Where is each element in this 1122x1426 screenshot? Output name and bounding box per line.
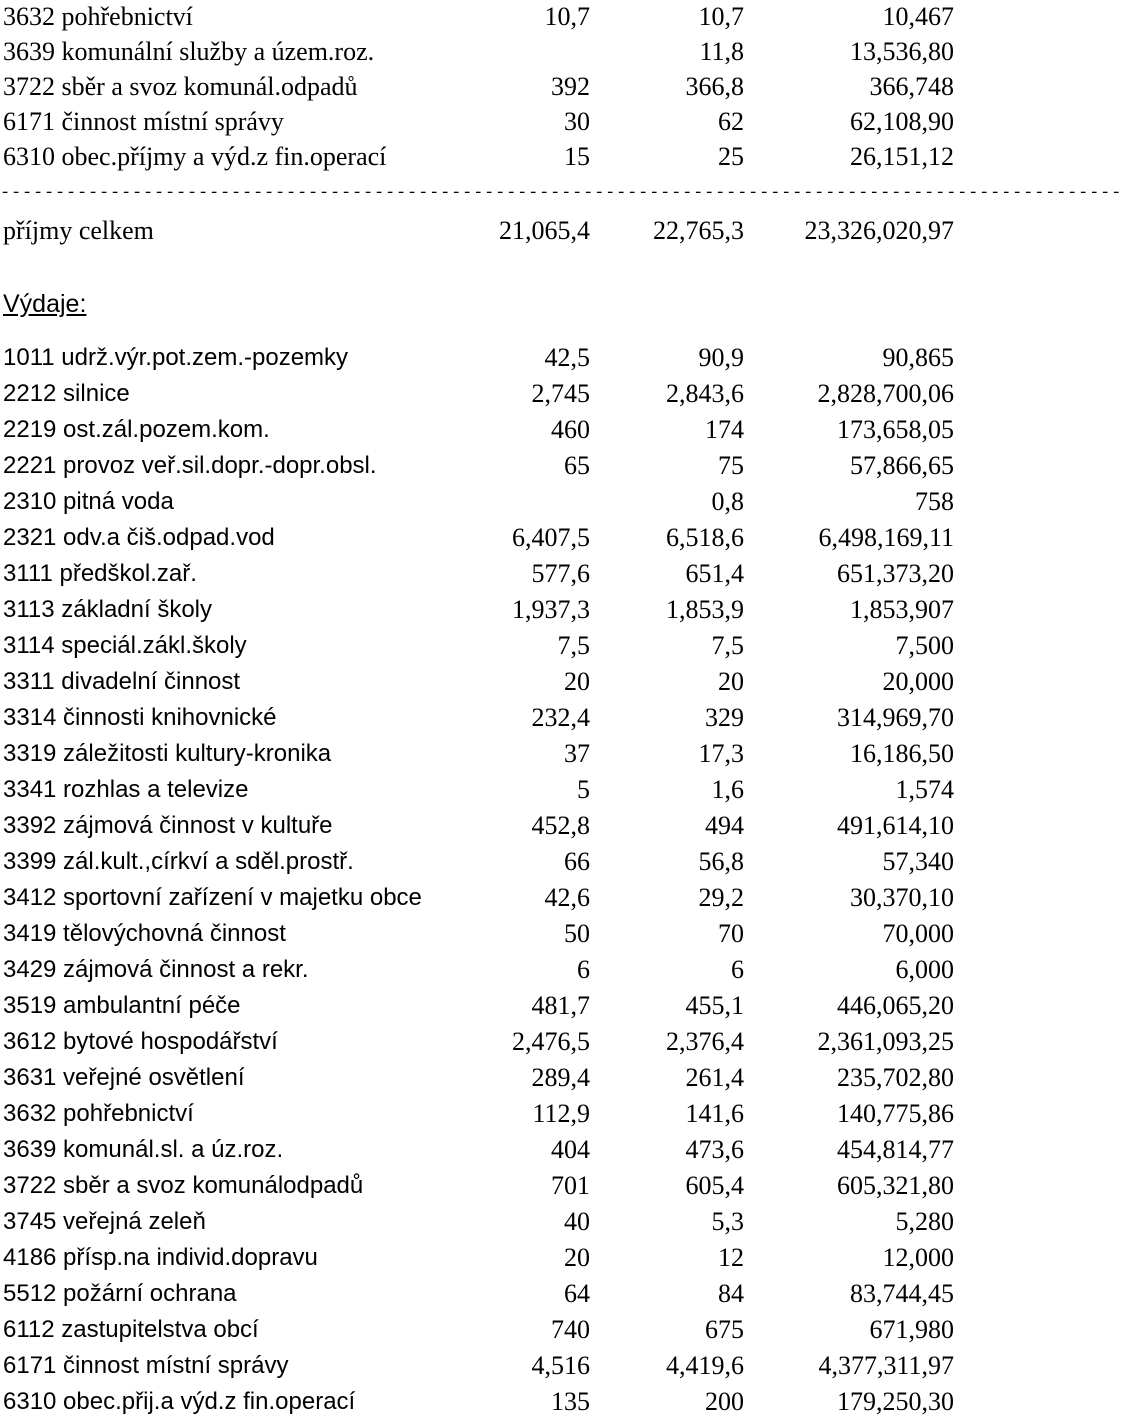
row-value-3: 12,000 bbox=[882, 1243, 954, 1272]
row-value-2: 5,3 bbox=[711, 1207, 744, 1236]
income-total-row bbox=[0, 214, 960, 248]
row-label: 3412 sportovní zařízení v majetku obce bbox=[3, 884, 422, 911]
row-value-2: 11,8 bbox=[699, 37, 744, 66]
row-label: 2219 ost.zál.pozem.kom. bbox=[3, 416, 270, 443]
row-value-1: 481,7 bbox=[531, 991, 590, 1020]
row-value-1: 392 bbox=[551, 72, 590, 101]
row-label: 2310 pitná voda bbox=[3, 488, 174, 515]
row-value-1: 4,516 bbox=[531, 1351, 590, 1380]
table-row bbox=[0, 413, 960, 447]
row-value-3: 30,370,10 bbox=[850, 883, 954, 912]
row-value-1: 6,407,5 bbox=[512, 523, 590, 552]
row-value-2: 141,6 bbox=[685, 1099, 744, 1128]
table-row bbox=[0, 521, 960, 555]
table-row bbox=[0, 593, 960, 627]
row-value-2: 12 bbox=[718, 1243, 744, 1272]
row-label: 3111 předškol.zař. bbox=[3, 560, 197, 587]
row-value-3: 140,775,86 bbox=[837, 1099, 954, 1128]
row-value-2: 200 bbox=[705, 1387, 744, 1416]
row-value-1: 50 bbox=[564, 919, 590, 948]
row-value-3: 314,969,70 bbox=[837, 703, 954, 732]
row-value-1: 64 bbox=[564, 1279, 590, 1308]
row-value-2: 366,8 bbox=[685, 72, 744, 101]
table-row bbox=[0, 1241, 960, 1275]
row-value-3: 179,250,30 bbox=[837, 1387, 954, 1416]
row-label: 3722 sběr a svoz komunál.odpadů bbox=[3, 72, 358, 101]
row-value-3: 1,853,907 bbox=[850, 595, 954, 624]
row-value-1: 7,5 bbox=[557, 631, 590, 660]
row-value-2: 70 bbox=[718, 919, 744, 948]
row-value-2: 6 bbox=[731, 955, 744, 984]
row-value-3: 57,866,65 bbox=[850, 451, 954, 480]
row-value-3: 671,980 bbox=[869, 1315, 954, 1344]
row-value-1: 20 bbox=[564, 1243, 590, 1272]
row-value-3: 2,361,093,25 bbox=[817, 1027, 954, 1056]
row-value-1: 452,8 bbox=[531, 811, 590, 840]
row-label: 3114 speciál.zákl.školy bbox=[3, 632, 247, 659]
row-value-3: 83,744,45 bbox=[850, 1279, 954, 1308]
row-value-1: 289,4 bbox=[531, 1063, 590, 1092]
row-label: 3392 zájmová činnost v kultuře bbox=[3, 812, 333, 839]
row-value-3: 57,340 bbox=[882, 847, 954, 876]
row-value-1: 20 bbox=[564, 667, 590, 696]
row-value-2: 675 bbox=[705, 1315, 744, 1344]
row-value-2: 494 bbox=[705, 811, 744, 840]
table-row bbox=[0, 881, 960, 915]
row-value-1: 65 bbox=[564, 451, 590, 480]
row-label: 3639 komunál.sl. a úz.roz. bbox=[3, 1136, 284, 1163]
row-value-3: 26,151,12 bbox=[850, 142, 954, 171]
row-value-1: 701 bbox=[551, 1171, 590, 1200]
table-row bbox=[0, 1277, 960, 1311]
row-value-3: 62,108,90 bbox=[850, 107, 954, 136]
row-label: 1011 udrž.výr.pot.zem.-pozemky bbox=[3, 344, 349, 371]
row-value-1: 112,9 bbox=[532, 1099, 590, 1128]
row-label: 3319 záležitosti kultury-kronika bbox=[3, 740, 332, 767]
table-row bbox=[0, 737, 960, 771]
row-value-2: 0,8 bbox=[711, 487, 744, 516]
row-value-2: 455,1 bbox=[685, 991, 744, 1020]
row-value-3: 6,000 bbox=[895, 955, 954, 984]
dashed-divider: ------------------------------------------------------------------------------------------------------ bbox=[0, 184, 1122, 203]
row-label: 2221 provoz veř.sil.dopr.-dopr.obsl. bbox=[3, 452, 377, 479]
row-value-3: 173,658,05 bbox=[837, 415, 954, 444]
row-value-2: 56,8 bbox=[698, 847, 744, 876]
row-label: 3419 tělovýchovná činnost bbox=[3, 920, 286, 947]
table-row bbox=[0, 1385, 960, 1419]
row-value-2: 651,4 bbox=[685, 559, 744, 588]
row-value-1: 37 bbox=[564, 739, 590, 768]
row-value-2: 29,2 bbox=[698, 883, 744, 912]
row-label: 6310 obec.přij.a výd.z fin.operací bbox=[3, 1388, 356, 1415]
row-label: 3113 základní školy bbox=[3, 596, 213, 623]
row-value-3: 366,748 bbox=[869, 72, 954, 101]
row-value-2: 6,518,6 bbox=[666, 523, 744, 552]
row-value-2: 7,5 bbox=[711, 631, 744, 660]
table-row bbox=[0, 1349, 960, 1383]
row-label: 3399 zál.kult.,církví a sděl.prostř. bbox=[3, 848, 354, 875]
row-value-1: 2,745 bbox=[531, 379, 590, 408]
row-value-3: 235,702,80 bbox=[837, 1063, 954, 1092]
row-value-1: 135 bbox=[551, 1387, 590, 1416]
row-label: 3519 ambulantní péče bbox=[3, 992, 241, 1019]
row-label: 3429 zájmová činnost a rekr. bbox=[3, 956, 309, 983]
row-value-2: 2,843,6 bbox=[666, 379, 744, 408]
row-value-1: 740 bbox=[551, 1315, 590, 1344]
row-value-3: 605,321,80 bbox=[837, 1171, 954, 1200]
total-label: příjmy celkem bbox=[3, 216, 154, 245]
row-value-1: 40 bbox=[564, 1207, 590, 1236]
row-value-2: 25 bbox=[718, 142, 744, 171]
row-label: 6112 zastupitelstva obcí bbox=[3, 1316, 259, 1343]
row-label: 3311 divadelní činnost bbox=[3, 668, 241, 695]
row-value-3: 454,814,77 bbox=[837, 1135, 954, 1164]
row-value-2: 90,9 bbox=[698, 343, 744, 372]
table-row bbox=[0, 557, 960, 591]
row-value-3: 90,865 bbox=[882, 343, 954, 372]
table-row bbox=[0, 809, 960, 843]
row-label: 3314 činnosti knihovnické bbox=[3, 704, 277, 731]
row-value-2: 62 bbox=[718, 107, 744, 136]
row-value-1: 66 bbox=[564, 847, 590, 876]
row-value-3: 16,186,50 bbox=[850, 739, 954, 768]
row-label: 3745 veřejná zeleň bbox=[3, 1208, 206, 1235]
row-label: 6171 činnost místní správy bbox=[3, 1352, 289, 1379]
table-row bbox=[0, 953, 960, 987]
table-row bbox=[0, 1061, 960, 1095]
table-row bbox=[0, 845, 960, 879]
table-row bbox=[0, 485, 960, 519]
table-row bbox=[0, 1025, 960, 1059]
row-label: 5512 požární ochrana bbox=[3, 1280, 237, 1307]
table-row bbox=[0, 1097, 960, 1131]
row-value-3: 13,536,80 bbox=[850, 37, 954, 66]
row-label: 2321 odv.a čiš.odpad.vod bbox=[3, 524, 275, 551]
total-value-3: 23,326,020,97 bbox=[804, 216, 954, 245]
row-label: 3341 rozhlas a televize bbox=[3, 776, 249, 803]
row-value-3: 6,498,169,11 bbox=[818, 523, 954, 552]
row-value-2: 174 bbox=[705, 415, 744, 444]
table-row bbox=[0, 70, 960, 104]
total-value-2: 22,765,3 bbox=[653, 216, 744, 245]
table-row bbox=[0, 449, 960, 483]
table-row bbox=[0, 701, 960, 735]
row-value-3: 5,280 bbox=[895, 1207, 954, 1236]
row-value-1: 577,6 bbox=[531, 559, 590, 588]
row-label: 4186 přísp.na individ.dopravu bbox=[3, 1244, 318, 1271]
row-value-1: 42,6 bbox=[544, 883, 590, 912]
row-value-1: 15 bbox=[564, 142, 590, 171]
row-label: 3612 bytové hospodářství bbox=[3, 1028, 278, 1055]
row-value-2: 20 bbox=[718, 667, 744, 696]
expenses-heading: Výdaje: bbox=[3, 290, 87, 318]
row-value-2: 1,6 bbox=[711, 775, 744, 804]
row-value-1: 42,5 bbox=[544, 343, 590, 372]
table-row bbox=[0, 989, 960, 1023]
row-value-2: 17,3 bbox=[698, 739, 744, 768]
table-row bbox=[0, 140, 960, 174]
table-row bbox=[0, 917, 960, 951]
row-value-2: 261,4 bbox=[685, 1063, 744, 1092]
row-value-1: 6 bbox=[577, 955, 590, 984]
table-row bbox=[0, 35, 960, 69]
row-value-1: 30 bbox=[564, 107, 590, 136]
row-value-3: 10,467 bbox=[882, 2, 954, 31]
row-value-1: 2,476,5 bbox=[512, 1027, 590, 1056]
row-value-1: 232,4 bbox=[531, 703, 590, 732]
row-value-3: 7,500 bbox=[895, 631, 954, 660]
row-value-2: 84 bbox=[718, 1279, 744, 1308]
table-row bbox=[0, 0, 960, 34]
table-row bbox=[0, 341, 960, 375]
row-label: 2212 silnice bbox=[3, 380, 130, 407]
row-value-2: 605,4 bbox=[685, 1171, 744, 1200]
row-value-3: 758 bbox=[915, 487, 954, 516]
row-value-3: 4,377,311,97 bbox=[818, 1351, 954, 1380]
row-value-2: 10,7 bbox=[698, 2, 744, 31]
row-value-2: 4,419,6 bbox=[666, 1351, 744, 1380]
row-value-3: 70,000 bbox=[882, 919, 954, 948]
row-label: 3639 komunální služby a územ.roz. bbox=[3, 37, 375, 66]
row-label: 3632 pohřebnictví bbox=[3, 1100, 194, 1127]
row-value-2: 75 bbox=[718, 451, 744, 480]
row-value-2: 473,6 bbox=[685, 1135, 744, 1164]
table-row bbox=[0, 1205, 960, 1239]
table-row bbox=[0, 1169, 960, 1203]
row-label: 3632 pohřebnictví bbox=[3, 2, 193, 31]
row-value-3: 491,614,10 bbox=[837, 811, 954, 840]
row-label: 6171 činnost místní správy bbox=[3, 107, 284, 136]
row-value-1: 5 bbox=[577, 775, 590, 804]
row-value-1: 10,7 bbox=[544, 2, 590, 31]
row-value-3: 2,828,700,06 bbox=[817, 379, 954, 408]
table-row bbox=[0, 665, 960, 699]
row-label: 3631 veřejné osvětlení bbox=[3, 1064, 245, 1091]
table-row bbox=[0, 629, 960, 663]
table-row bbox=[0, 773, 960, 807]
row-value-3: 1,574 bbox=[895, 775, 954, 804]
row-label: 6310 obec.příjmy a výd.z fin.operací bbox=[3, 142, 387, 171]
row-value-1: 460 bbox=[551, 415, 590, 444]
row-label: 3722 sběr a svoz komunálodpadů bbox=[3, 1172, 364, 1199]
row-value-3: 651,373,20 bbox=[837, 559, 954, 588]
row-value-3: 446,065,20 bbox=[837, 991, 954, 1020]
row-value-3: 20,000 bbox=[882, 667, 954, 696]
row-value-2: 2,376,4 bbox=[666, 1027, 744, 1056]
row-value-2: 1,853,9 bbox=[666, 595, 744, 624]
row-value-1: 1,937,3 bbox=[512, 595, 590, 624]
table-row bbox=[0, 1133, 960, 1167]
total-value-1: 21,065,4 bbox=[499, 216, 590, 245]
table-row bbox=[0, 377, 960, 411]
row-value-1: 404 bbox=[551, 1135, 590, 1164]
row-value-2: 329 bbox=[705, 703, 744, 732]
table-row bbox=[0, 1313, 960, 1347]
table-row bbox=[0, 105, 960, 139]
